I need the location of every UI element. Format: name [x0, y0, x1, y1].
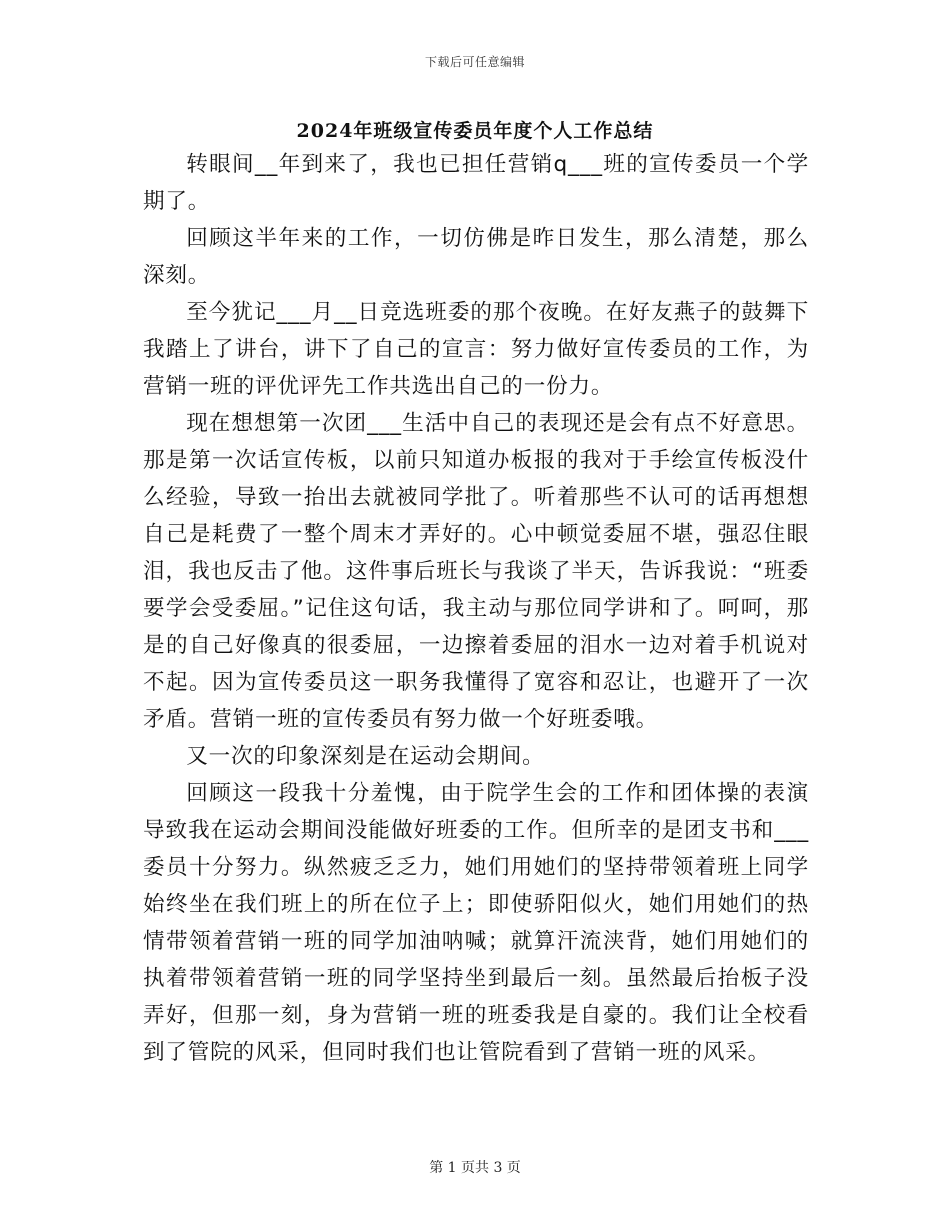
header-note: 下载后可任意编辑	[424, 55, 525, 69]
paragraph: 回顾这半年来的工作，一切仿佛是昨日发生，那么清楚，那么深刻。	[143, 226, 809, 288]
paragraph: 回顾这一段我十分羞愧，由于院学生会的工作和团体操的表演导致我在运动会期间没能做好班委的工作。但所幸的是团支书和___委员十分努力。纵然疲乏乏力，她们用她们的坚持带领着班上同学始终坐在我们班上的所在位子上；即使骄阳似火，她们用她们的热情带领着营销一班的同学加油呐喊；就算汗流浃背，她们用她们的执着带领着营销一班的同学坚持坐到最后一刻。虽然最后抬板子没弄好，但那一刻，身为营销一班的班委我是自豪的。我们让全校看到了管院的风采，但同时我们也让管院看到了营销一班的风采。	[143, 781, 809, 1065]
document-title: 2024年班级宣传委员年度个人工作总结	[296, 120, 654, 142]
paragraph: 又一次的印象深刻是在运动会期间。	[186, 744, 545, 769]
paragraph: 转眼间__年到来了，我也已担任营销q___班的宣传委员一个学期了。	[143, 152, 809, 214]
paragraph: 至今犹记___月__日竞选班委的那个夜晚。在好友燕子的鼓舞下我踏上了讲台，讲下了自己的宣言：努力做好宣传委员的工作，为营销一班的评优评先工作共选出自己的一份力。	[143, 300, 809, 399]
paragraph: 现在想想第一次团___生活中自己的表现还是会有点不好意思。那是第一次话宣传板，以前只知道办板报的我对于手绘宣传板没什么经验，导致一抬出去就被同学批了。听着那些不认可的话再想想自己是耗费了一整个周末才弄好的。心中顿觉委屈不堪，强忍住眼泪，我也反击了他。这件事后班长与我谈了半天，告诉我说：“班委要学会受委屈。”记住这句话，我主动与那位同学讲和了。呵呵，那是的自己好像真的很委屈，一边擦着委屈的泪水一边对着手机说对不起。因为宣传委员这一职务我懂得了宽容和忍让，也避开了一次矛盾。营销一班的宣传委员有努力做一个好班委哦。	[143, 411, 809, 732]
document-body	[143, 146, 809, 1071]
page-number: 第 1 页共 3 页	[429, 1160, 521, 1176]
